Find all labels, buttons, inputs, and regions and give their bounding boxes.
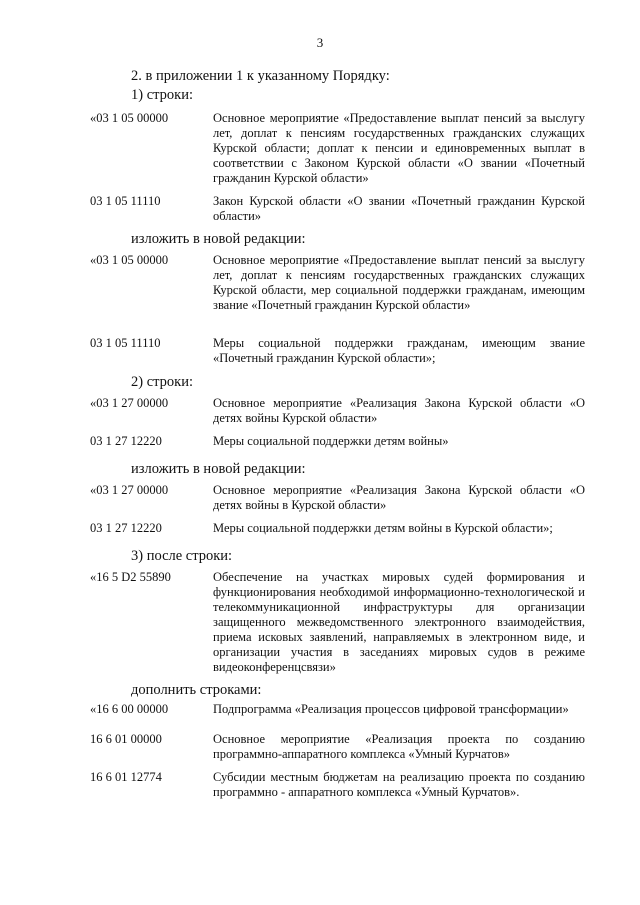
row-code: 03 1 27 12220 xyxy=(90,521,162,535)
row-text: Основное мероприятие «Реализация Закона Курской области «О детях войны в Курской области» xyxy=(213,483,585,512)
row-text: Меры социальной поддержки гражданам, имеющим звание «Почетный гражданин Курской области»; xyxy=(213,336,585,365)
row-text: Меры социальной поддержки детям войны в Курской области»; xyxy=(213,521,553,535)
row-code: «03 1 27 00000 xyxy=(90,396,169,410)
row-text: Обеспечение на участках мировых судей формирования и функционирования необходимой информационно-технологической и телекоммуникационной инфраструктуры для организации защищенного межведомственного электронного взаимодействия, приема исковых заявлений, направляемых в электронном виде, и организации участия в заседаниях мировых судов в режиме видеоконференцсвязи» xyxy=(213,570,585,674)
row-code: «16 5 D2 55890 xyxy=(90,570,171,584)
heading-new-edition-2: изложить в новой редакции: xyxy=(131,461,306,477)
row-text: Субсидии местным бюджетам на реализацию проекта по созданию программно - аппаратного комплекса «Умный Курчатов». xyxy=(213,770,585,799)
row-code: 03 1 05 11110 xyxy=(90,336,161,350)
row-code: «03 1 27 00000 xyxy=(90,483,169,497)
heading-after-line: 3) после строки: xyxy=(131,548,233,564)
row-code: «16 6 00 00000 xyxy=(90,702,169,716)
page-number: 3 xyxy=(316,35,324,50)
row-text: Основное мероприятие «Реализация Закона Курской области «О детях войны Курской области» xyxy=(213,396,585,425)
row-text: Закон Курской области «О звании «Почетный гражданин Курской области» xyxy=(213,194,585,223)
heading-new-edition-1: изложить в новой редакции: xyxy=(131,231,306,247)
row-code: 16 6 01 00000 xyxy=(90,732,162,746)
row-code: «03 1 05 00000 xyxy=(90,111,169,125)
heading-lines-2: 2) строки: xyxy=(131,374,193,390)
row-code: 16 6 01 12774 xyxy=(90,770,162,784)
row-text: Основное мероприятие «Предоставление выплат пенсий за выслугу лет, доплат к пенсиям государственных гражданских служащих Курской области, мер социальной поддержки гражданам, имеющим звание «Почетный гражданин Курской области» xyxy=(213,253,585,312)
row-code: 03 1 05 11110 xyxy=(90,194,161,208)
row-text: Меры социальной поддержки детям войны» xyxy=(213,434,449,448)
row-text: Основное мероприятие «Предоставление выплат пенсий за выслугу лет, доплат к пенсиям государственных гражданских служащих Курской области; доплат к пенсии и единовременных выплат в соответствии с Законом Курской области «О звании «Почетный гражданин Курской области» xyxy=(213,111,585,185)
row-text: Основное мероприятие «Реализация проекта по созданию программно-аппаратного комплекса «Умный Курчатов» xyxy=(213,732,585,761)
row-code: 03 1 27 12220 xyxy=(90,434,162,448)
row-code: «03 1 05 00000 xyxy=(90,253,169,267)
heading-add-lines: дополнить строками: xyxy=(131,682,262,698)
heading-appendix: 2. в приложении 1 к указанному Порядку: xyxy=(131,68,390,84)
row-text: Подпрограмма «Реализация процессов цифровой трансформации» xyxy=(213,702,569,716)
heading-lines-1: 1) строки: xyxy=(131,87,193,103)
